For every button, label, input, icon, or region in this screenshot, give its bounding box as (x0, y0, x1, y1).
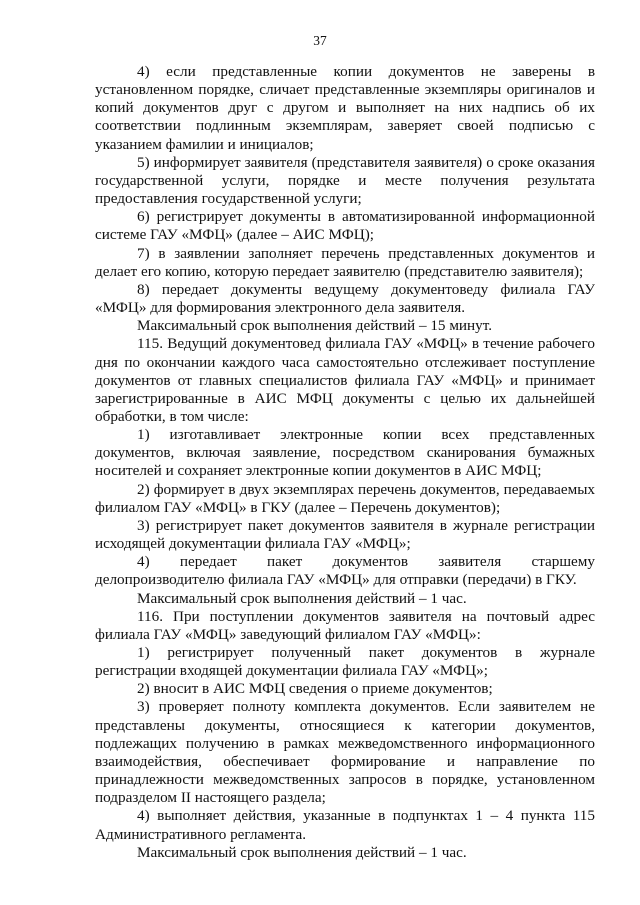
paragraph: 115. Ведущий документовед филиала ГАУ «МФЦ» в течение рабочего дня по окончании каждого часа самостоятельно отслеживает поступление документов от главных специалистов филиала ГАУ «МФЦ» и принимает зарегистрированные в АИС МФЦ документы с целью их дальнейшей обработки, в том числе: (95, 335, 595, 425)
paragraph: 2) формирует в двух экземплярах перечень документов, передаваемых филиалом ГАУ «МФЦ» в ГКУ (далее – Перечень документов); (95, 480, 595, 516)
paragraph: 4) выполняет действия, указанные в подпунктах 1 – 4 пункта 115 Административного регламента. (95, 807, 595, 843)
paragraph: 5) информирует заявителя (представителя заявителя) о сроке оказания государственной услуги, порядке и месте получения результата предоставления государственной услуги; (95, 153, 595, 208)
paragraph: 6) регистрирует документы в автоматизированной информационной системе ГАУ «МФЦ» (далее – АИС МФЦ); (95, 208, 595, 244)
paragraph: 3) регистрирует пакет документов заявителя в журнале регистрации исходящей документации филиала ГАУ «МФЦ»; (95, 516, 595, 553)
paragraph: 1) регистрирует полученный пакет документов в журнале регистрации входящей документации филиала ГАУ «МФЦ»; (95, 644, 595, 680)
paragraph: Максимальный срок выполнения действий – 15 минут. (137, 317, 493, 335)
paragraph: 2) вносит в АИС МФЦ сведения о приеме документов; (137, 680, 493, 698)
page-number: 37 (313, 33, 327, 48)
document-body (95, 63, 595, 862)
paragraph: 8) передает документы ведущему документоведу филиала ГАУ «МФЦ» для формирования электронного дела заявителя. (95, 280, 595, 317)
paragraph: 4) если представленные копии документов не заверены в установленном порядке, сличает представленные экземпляры оригиналов и копий документов друг с другом и выполняет на них надпись об их соответствии подлинным экземплярам, заверяет своей подписью с указанием фамилии и инициалов; (95, 63, 595, 153)
paragraph: Максимальный срок выполнения действий – 1 час. (137, 843, 467, 861)
paragraph: 4) передает пакет документов заявителя старшему делопроизводителю филиала ГАУ «МФЦ» для отправки (передачи) в ГКУ. (95, 553, 595, 589)
paragraph: 3) проверяет полноту комплекта документов. Если заявителем не представлены документы, относящиеся к категории документов, подлежащих получению в рамках межведомственного информационного взаимодействия, обеспечивает формирование и направление по принадлежности межведомственных запросов в порядке, установленном подразделом II настоящего раздела; (95, 698, 595, 807)
paragraph: 7) в заявлении заполняет перечень представленных документов и делает его копию, которую передает заявителю (представителю заявителя); (95, 244, 595, 280)
paragraph: 1) изготавливает электронные копии всех представленных документов, включая заявление, посредством сканирования бумажных носителей и сохраняет электронные копии документов в АИС МФЦ; (95, 426, 595, 480)
paragraph: 116. При поступлении документов заявителя на почтовый адрес филиала ГАУ «МФЦ» заведующий филиалом ГАУ «МФЦ»: (95, 607, 595, 643)
paragraph: Максимальный срок выполнения действий – 1 час. (137, 589, 467, 607)
